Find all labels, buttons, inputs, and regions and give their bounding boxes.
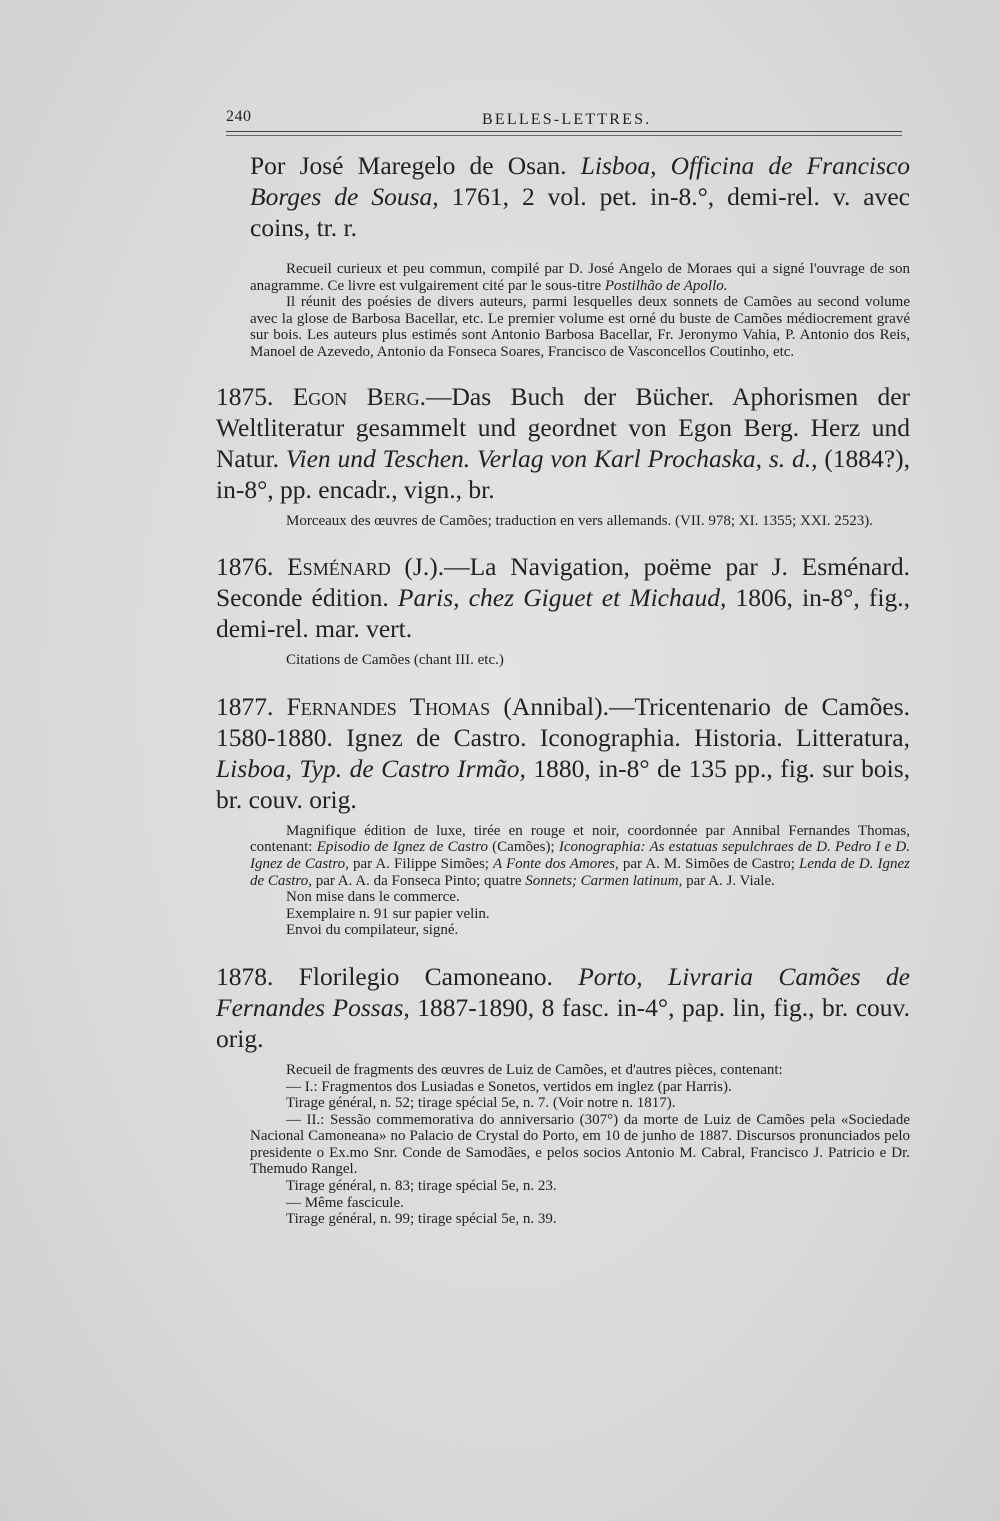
entry-1875: 1875. Egon Berg.—Das Buch der Bücher. Aphorismen der Weltliteratur gesammelt und geordnet von Egon Berg. Herz und Natur. Vien und Teschen. Verlag von Karl Prochaska, s. d., (1884?), in-8°, pp. encadr., vign., br. <box>216 381 910 504</box>
entry-note-line: Exemplaire n. 91 sur papier velin. <box>286 905 490 922</box>
entry-note: Recueil de fragments des œuvres de Luiz de Camões, et d'autres pièces, contenant: <box>286 1061 783 1078</box>
entry-author: Egon Berg. <box>292 381 426 411</box>
page-header <box>226 108 902 138</box>
entry-1876: 1876. Esménard (J.).—La Navigation, poëme par J. Esménard. Seconde édition. Paris, chez Giguet et Michaud, 1806, in-8°, fig., demi-rel. mar. vert. <box>216 552 910 644</box>
entry-note: Il réunit des poésies de divers auteurs, parmi lesquelles deux sonnets de Camões au second volume avec la glose de Barbosa Bacellar, etc. Le premier volume est orné du buste de Camões médiocrement gravé sur bois. Les auteurs plus estimés sont Antonio Barbosa Bacellar, Fr. Jeronymo Vahia, P. Antonio dos Reis, Manoel de Azevedo, Antonio da Fonseca Soares, Francisco de Vasconcellos Coutinho, etc. <box>250 294 910 360</box>
entry-note-item: — I.: Fragmentos dos Lusiadas e Sonetos, vertidos em inglez (par Harris). <box>286 1078 732 1095</box>
entry-author: Fernandes Thomas <box>286 691 491 721</box>
entry-note-item: — Même fascicule. <box>286 1194 404 1211</box>
entry-author: Esménard (J.). <box>287 552 445 582</box>
header-rule-thin <box>226 135 902 136</box>
entry-1878: 1878. Florilegio Camoneano. Porto, Livraria Camões de Fernandes Possas, 1887-1890, 8 fasc. in-4°, pap. lin, fig., br. couv. orig. <box>216 961 910 1053</box>
entry-note-item: — II.: Sessão commemorativa do anniversario (307°) da morte de Luiz de Camões pela «Sociedade Nacional Camoneana» no Palacio de Crystal do Porto, em 10 de junho de 1887. Discursos pronunciados pelo presidente o Ex.mo Snr. Conde de Samodães, e pelos socios Antonio M. Cabral, Francisco J. Patricio e Dr. Themudo Rangel. <box>250 1111 910 1178</box>
entry-note: Recueil curieux et peu commun, compilé par D. José Angelo de Moraes qui a signé l'ouvrage de son anagramme. Ce livre est vulgairement cité par le sous-titre Postilhão de Apollo. <box>250 261 910 294</box>
page-number: 240 <box>226 108 252 125</box>
entry-number: 1878. <box>216 961 274 991</box>
entry-note-line: Envoi du compilateur, signé. <box>286 922 459 939</box>
entry-note: Magnifique édition de luxe, tirée en rouge et noir, coordonnée par Annibal Fernandes Thomas, contenant: Episodio de Ignez de Castro (Camões); Iconographia: As estatuas sepulchraes de D. Pedro I e D. Ignez de Castro, par A. Filippe Simões; A Fonte dos Amores, par A. M. Simões de Castro; Lenda de D. Ignez de Castro, par A. A. da Fonseca Pinto; quatre Sonnets; Carmen latinum, par A. J. Viale. <box>250 822 911 889</box>
entry-note-item: Tirage général, n. 99; tirage spécial 5e, n. 39. <box>286 1211 557 1228</box>
entry-number: 1877. <box>216 691 274 721</box>
entry-1877: 1877. Fernandes Thomas (Annibal).—Tricentenario de Camões. 1580-1880. Ignez de Castro. Iconographia. Historia. Litteratura, Lisboa, Typ. de Castro Irmão, 1880, in-8° de 135 pp., fig. sur bois, br. couv. orig. <box>216 691 910 814</box>
page-content <box>216 150 911 1228</box>
entry-note-line: Non mise dans le commerce. <box>286 889 460 906</box>
running-head: BELLES-LETTRES. <box>482 111 652 128</box>
entry-note: Citations de Camões (chant III. etc.) <box>286 652 504 669</box>
header-rule <box>226 131 902 132</box>
entry-number: 1875. <box>216 381 274 411</box>
entry-note-item: Tirage général, n. 83; tirage spécial 5e, n. 23. <box>286 1178 557 1195</box>
entry-note-item: Tirage général, n. 52; tirage spécial 5e, n. 7. (Voir notre n. 1817). <box>286 1095 676 1112</box>
entry-continuation: Por José Maregelo de Osan. Lisboa, Officina de Francisco Borges de Sousa, 1761, 2 vol. pet. in-8.°, demi-rel. v. avec coins, tr. r. <box>250 151 910 242</box>
entry-note: Morceaux des œuvres de Camões; traduction en vers allemands. (VII. 978; XI. 1355; XXI. 2523). <box>286 512 873 529</box>
entry-number: 1876. <box>216 552 274 582</box>
